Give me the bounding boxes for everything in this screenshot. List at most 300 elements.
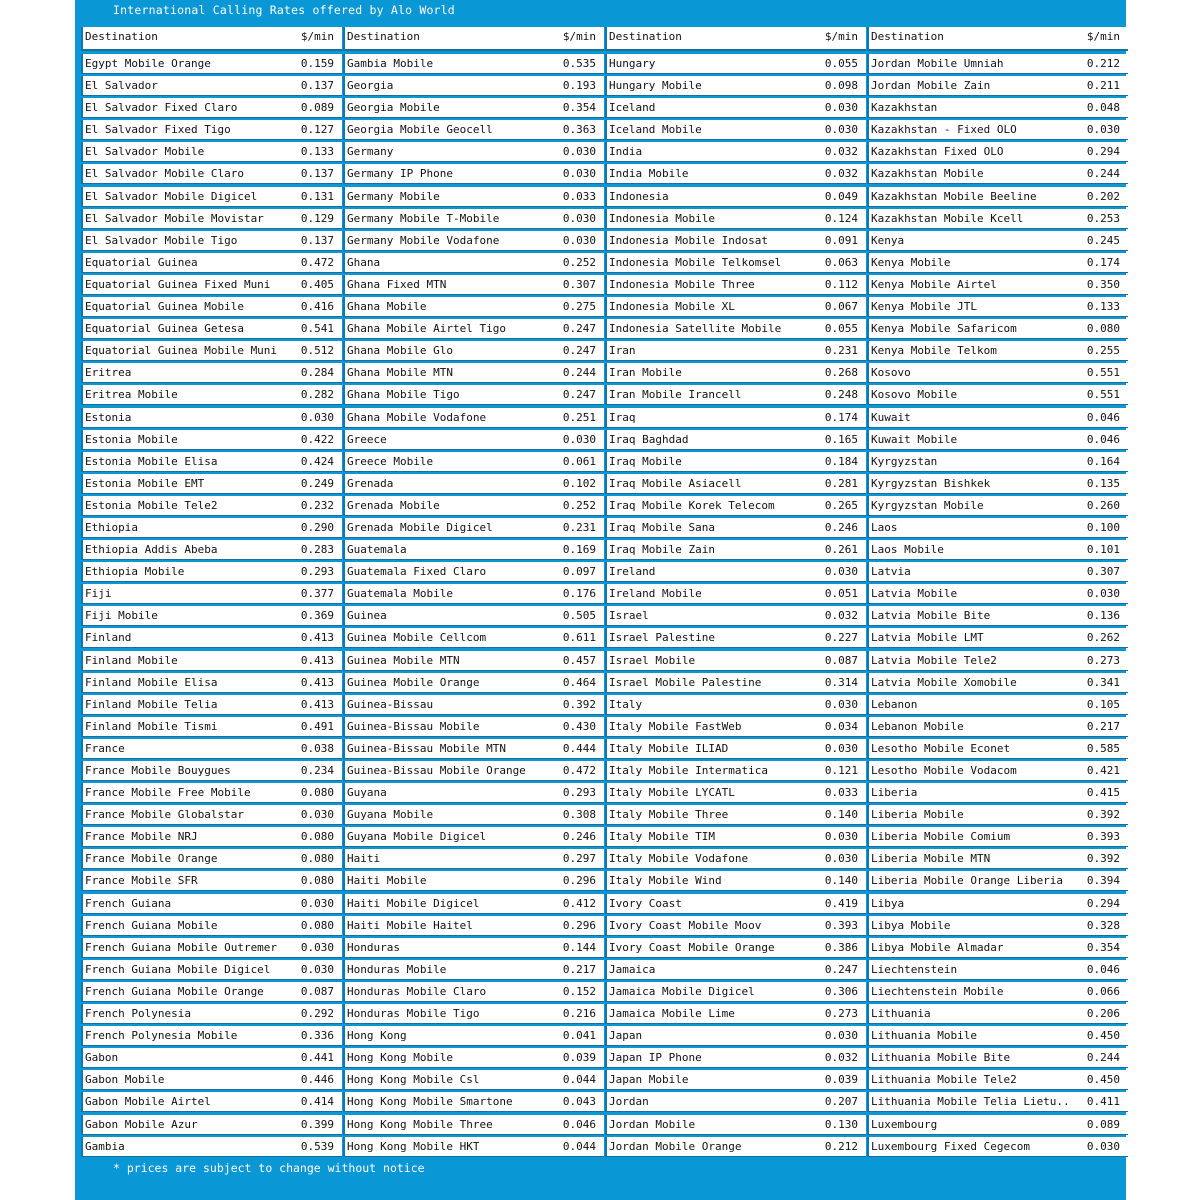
- rate-cell: 0.133: [1086, 300, 1120, 314]
- rate-cell: 0.307: [562, 277, 596, 291]
- rate-cell: 0.293: [300, 565, 334, 579]
- table-row: [81, 164, 342, 184]
- table-row: [81, 209, 342, 229]
- table-row: [343, 385, 604, 405]
- table-row: [867, 916, 1128, 936]
- table-row: [343, 120, 604, 140]
- destination-cell: Japan: [609, 1029, 643, 1043]
- rate-cell: 0.296: [562, 874, 596, 888]
- rate-cell: 0.080: [300, 786, 334, 800]
- destination-cell: Lebanon: [871, 697, 918, 711]
- table-row: [605, 319, 866, 339]
- destination-cell: Ghana Fixed MTN: [347, 277, 447, 291]
- rate-cell: 0.032: [824, 167, 858, 181]
- table-row: [343, 628, 604, 648]
- table-row: [81, 297, 342, 317]
- destination-cell: Italy Mobile TIM: [609, 830, 715, 844]
- rate-cell: 0.159: [300, 57, 334, 70]
- table-row: [343, 496, 604, 516]
- destination-cell: Guatemala Fixed Claro: [347, 565, 487, 579]
- destination-cell: Finland Mobile Elisa: [85, 675, 218, 689]
- rate-cell: 0.282: [300, 388, 334, 402]
- rate-cell: 0.265: [824, 498, 858, 512]
- destination-cell: Germany Mobile Vodafone: [347, 233, 500, 247]
- rate-cell: 0.032: [824, 145, 858, 159]
- destination-cell: Italy Mobile Intermatica: [609, 764, 768, 777]
- rate-cell: 0.412: [562, 896, 596, 910]
- table-row: [343, 960, 604, 980]
- destination-cell: Kazakhstan Fixed OLO: [871, 145, 1004, 159]
- table-row: [343, 209, 604, 229]
- destination-cell: Lithuania Mobile Bite: [871, 1051, 1011, 1065]
- table-row: [343, 142, 604, 162]
- table-row: [81, 452, 342, 472]
- table-row: [343, 408, 604, 428]
- table-row: [605, 695, 866, 715]
- destination-cell: Latvia: [871, 565, 911, 579]
- rate-cell: 0.422: [300, 432, 334, 446]
- rate-cell: 0.249: [300, 476, 334, 490]
- rate-cell: 0.184: [824, 454, 858, 468]
- table-row: [605, 1004, 866, 1024]
- destination-cell: Grenada Mobile: [347, 498, 440, 512]
- rate-cell: 0.341: [1086, 675, 1120, 689]
- destination-cell: French Polynesia: [85, 1007, 191, 1021]
- table-row: [867, 275, 1128, 295]
- rate-cell: 0.421: [1086, 764, 1120, 777]
- table-row: [81, 805, 342, 825]
- destination-cell: Italy Mobile FastWeb: [609, 719, 742, 733]
- table-row: [343, 1004, 604, 1024]
- destination-cell: Estonia: [85, 410, 132, 424]
- destination-cell: Guinea-Bissau Mobile MTN: [347, 741, 506, 755]
- destination-cell: Germany Mobile: [347, 189, 440, 203]
- destination-cell: El Salvador Fixed Claro: [85, 101, 238, 115]
- rate-cell: 0.386: [824, 940, 858, 954]
- table-row: [605, 231, 866, 251]
- destination-cell: French Polynesia Mobile: [85, 1029, 238, 1043]
- rate-cell: 0.030: [824, 741, 858, 755]
- table-row: [867, 761, 1128, 781]
- table-row: [605, 430, 866, 450]
- table-row: [343, 1026, 604, 1046]
- destination-cell: El Salvador Mobile Digicel: [85, 189, 258, 203]
- rate-cell: 0.261: [824, 543, 858, 557]
- rate-cell: 0.124: [824, 211, 858, 225]
- table-row: [867, 1004, 1128, 1024]
- table-row: [81, 827, 342, 847]
- rate-cell: 0.416: [300, 300, 334, 314]
- table-row: [343, 187, 604, 207]
- table-row: [867, 98, 1128, 118]
- destination-cell: Indonesia Mobile Indosat: [609, 233, 768, 247]
- rate-cell: 0.080: [300, 830, 334, 844]
- rate-cell: 0.137: [300, 167, 334, 181]
- table-row: [867, 562, 1128, 582]
- rate-cell: 0.164: [1086, 454, 1120, 468]
- table-row: [343, 871, 604, 891]
- table-row: [81, 430, 342, 450]
- destination-cell: Luxembourg Fixed Cegecom: [871, 1139, 1030, 1153]
- rate-cell: 0.216: [562, 1007, 596, 1021]
- rate-cell: 0.248: [824, 388, 858, 402]
- rates-column: [81, 27, 343, 1159]
- destination-cell: Ghana Mobile: [347, 300, 427, 314]
- destination-cell: Laos: [871, 520, 898, 534]
- destination-cell: Italy Mobile Three: [609, 808, 729, 822]
- destination-cell: Germany IP Phone: [347, 167, 453, 181]
- table-row: [605, 1137, 866, 1157]
- destination-cell: Latvia Mobile LMT: [871, 631, 984, 645]
- destination-cell: Gambia: [85, 1139, 125, 1153]
- destination-cell: El Salvador Mobile: [85, 145, 205, 159]
- destination-cell: El Salvador Mobile Movistar: [85, 211, 264, 225]
- destination-cell: Italy: [609, 697, 643, 711]
- table-row: [81, 739, 342, 759]
- table-row: [81, 673, 342, 693]
- rate-cell: 0.246: [824, 520, 858, 534]
- rate-cell: 0.174: [824, 410, 858, 424]
- table-row: [867, 628, 1128, 648]
- destination-cell: Iran: [609, 344, 636, 358]
- destination-cell: Gabon Mobile Azur: [85, 1117, 198, 1131]
- rate-cell: 0.350: [1086, 277, 1120, 291]
- rate-cell: 0.328: [1086, 918, 1120, 932]
- table-row: [605, 187, 866, 207]
- table-row: [81, 628, 342, 648]
- table-row: [343, 1115, 604, 1135]
- destination-cell: Kuwait Mobile: [871, 432, 958, 446]
- destination-cell: Estonia Mobile Tele2: [85, 498, 218, 512]
- table-row: [605, 142, 866, 162]
- table-row: [81, 1137, 342, 1157]
- destination-cell: Indonesia Mobile Telkomsel: [609, 255, 782, 269]
- rate-cell: 0.046: [562, 1117, 596, 1131]
- destination-cell: Ireland: [609, 565, 656, 579]
- destination-cell: Kenya Mobile: [871, 255, 951, 269]
- table-row: [81, 1115, 342, 1135]
- destination-cell: Honduras: [347, 940, 400, 954]
- destination-cell: Gabon Mobile Airtel: [85, 1095, 211, 1109]
- rate-cell: 0.392: [1086, 852, 1120, 866]
- table-row: [867, 894, 1128, 914]
- table-row: [867, 341, 1128, 361]
- rate-cell: 0.030: [562, 145, 596, 159]
- destination-cell: Lesotho Mobile Econet: [871, 741, 1011, 755]
- rate-cell: 0.193: [562, 79, 596, 93]
- rate-cell: 0.100: [1086, 520, 1120, 534]
- table-row: [81, 1048, 342, 1068]
- rate-cell: 0.032: [824, 609, 858, 623]
- rate-cell: 0.051: [824, 587, 858, 601]
- table-row: [81, 783, 342, 803]
- rate-cell: 0.611: [562, 631, 596, 645]
- rate-cell: 0.030: [1086, 1139, 1120, 1153]
- table-row: [605, 76, 866, 96]
- destination-cell: Kazakhstan Mobile: [871, 167, 984, 181]
- rate-cell: 0.097: [562, 565, 596, 579]
- table-row: [343, 761, 604, 781]
- rate-cell: 0.101: [1086, 543, 1120, 557]
- table-row: [81, 1004, 342, 1024]
- table-row: [867, 1026, 1128, 1046]
- table-row: [867, 805, 1128, 825]
- destination-cell: Lithuania Mobile Telia Lietu..: [871, 1095, 1070, 1109]
- rate-cell: 0.212: [824, 1139, 858, 1153]
- rate-cell: 0.306: [824, 984, 858, 998]
- destination-cell: Greece: [347, 432, 387, 446]
- table-row: [605, 385, 866, 405]
- destination-cell: Germany Mobile T-Mobile: [347, 211, 500, 225]
- table-row: [605, 297, 866, 317]
- destination-cell: Kuwait: [871, 410, 911, 424]
- rate-cell: 0.030: [824, 123, 858, 137]
- table-row: [343, 827, 604, 847]
- destination-cell: Latvia Mobile: [871, 587, 958, 601]
- footnote: * prices are subject to change without notice: [113, 1161, 425, 1175]
- table-row: [867, 849, 1128, 869]
- rate-cell: 0.030: [300, 410, 334, 424]
- rate-cell: 0.541: [300, 322, 334, 336]
- destination-cell: France Mobile SFR: [85, 874, 198, 888]
- rate-cell: 0.290: [300, 520, 334, 534]
- column-header: [81, 27, 342, 51]
- destination-cell: Eritrea Mobile: [85, 388, 178, 402]
- table-row: [343, 739, 604, 759]
- rate-cell: 0.247: [562, 344, 596, 358]
- destination-cell: Kazakhstan Mobile Kcell: [871, 211, 1024, 225]
- table-row: [343, 584, 604, 604]
- table-row: [81, 894, 342, 914]
- destination-cell: Ghana Mobile Vodafone: [347, 410, 487, 424]
- destination-cell: Indonesia Mobile Three: [609, 277, 755, 291]
- table-row: [343, 805, 604, 825]
- rate-cell: 0.293: [562, 786, 596, 800]
- table-row: [81, 982, 342, 1002]
- table-row: [867, 827, 1128, 847]
- destination-cell: Ethiopia Addis Abeba: [85, 543, 218, 557]
- destination-cell: Kyrgyzstan: [871, 454, 938, 468]
- table-row: [343, 164, 604, 184]
- rate-cell: 0.392: [562, 697, 596, 711]
- rate-cell: 0.129: [300, 211, 334, 225]
- rate-cell: 0.296: [562, 918, 596, 932]
- rate-cell: 0.419: [824, 896, 858, 910]
- table-row: [343, 1092, 604, 1112]
- table-row: [867, 717, 1128, 737]
- rate-cell: 0.202: [1086, 189, 1120, 203]
- table-row: [81, 385, 342, 405]
- table-row: [867, 584, 1128, 604]
- rate-cell: 0.030: [1086, 587, 1120, 601]
- destination-cell: Hong Kong Mobile HKT: [347, 1139, 480, 1153]
- table-row: [81, 474, 342, 494]
- destination-cell: Iran Mobile: [609, 366, 682, 380]
- column-header: [343, 27, 604, 51]
- destination-cell: Kazakhstan Mobile Beeline: [871, 189, 1037, 203]
- table-row: [343, 363, 604, 383]
- table-row: [81, 938, 342, 958]
- table-row: [81, 717, 342, 737]
- table-row: [867, 319, 1128, 339]
- destination-cell: Jordan Mobile: [609, 1117, 696, 1131]
- table-row: [343, 606, 604, 626]
- rate-cell: 0.043: [562, 1095, 596, 1109]
- header-destination: Destination: [347, 30, 420, 43]
- table-row: [81, 253, 342, 273]
- table-row: [867, 142, 1128, 162]
- destination-cell: Kenya: [871, 233, 905, 247]
- rate-cell: 0.039: [562, 1051, 596, 1065]
- rate-cell: 0.244: [1086, 167, 1120, 181]
- rate-cell: 0.030: [824, 697, 858, 711]
- rate-cell: 0.169: [562, 543, 596, 557]
- header-rate: $/min: [824, 30, 858, 43]
- rate-cell: 0.297: [562, 852, 596, 866]
- rate-cell: 0.211: [1086, 79, 1120, 93]
- rate-cell: 0.430: [562, 719, 596, 733]
- destination-cell: Libya: [871, 896, 905, 910]
- rate-cell: 0.393: [1086, 830, 1120, 844]
- rate-cell: 0.130: [824, 1117, 858, 1131]
- rate-cell: 0.255: [1086, 344, 1120, 358]
- rate-cell: 0.244: [562, 366, 596, 380]
- rate-cell: 0.394: [1086, 874, 1120, 888]
- destination-cell: Guatemala Mobile: [347, 587, 453, 601]
- rate-cell: 0.232: [300, 498, 334, 512]
- table-row: [605, 209, 866, 229]
- rate-cell: 0.414: [300, 1095, 334, 1109]
- table-row: [605, 98, 866, 118]
- destination-cell: Laos Mobile: [871, 543, 944, 557]
- rate-cell: 0.231: [562, 520, 596, 534]
- rate-cell: 0.034: [824, 719, 858, 733]
- table-row: [81, 606, 342, 626]
- table-row: [343, 562, 604, 582]
- rate-cell: 0.135: [1086, 476, 1120, 490]
- rate-cell: 0.247: [562, 322, 596, 336]
- rate-cell: 0.275: [562, 300, 596, 314]
- table-row: [605, 253, 866, 273]
- rate-cell: 0.131: [300, 189, 334, 203]
- destination-cell: Ghana: [347, 255, 381, 269]
- destination-cell: Kosovo Mobile: [871, 388, 958, 402]
- table-row: [867, 739, 1128, 759]
- table-row: [343, 1048, 604, 1068]
- rate-cell: 0.206: [1086, 1007, 1120, 1021]
- rate-cell: 0.450: [1086, 1029, 1120, 1043]
- destination-cell: Equatorial Guinea Fixed Muni: [85, 277, 271, 291]
- table-row: [81, 363, 342, 383]
- destination-cell: France: [85, 741, 125, 755]
- table-row: [867, 209, 1128, 229]
- table-row: [343, 297, 604, 317]
- table-row: [867, 76, 1128, 96]
- table-row: [867, 496, 1128, 516]
- page-title: International Calling Rates offered by Alo World: [113, 3, 455, 17]
- rate-cell: 0.450: [1086, 1073, 1120, 1087]
- table-row: [605, 408, 866, 428]
- destination-cell: Latvia Mobile Xomobile: [871, 675, 1017, 689]
- rate-cell: 0.535: [562, 57, 596, 70]
- destination-cell: Liberia: [871, 786, 918, 800]
- destination-cell: Libya Mobile: [871, 918, 951, 932]
- rate-cell: 0.252: [562, 498, 596, 512]
- rate-cell: 0.413: [300, 653, 334, 667]
- rate-cell: 0.137: [300, 79, 334, 93]
- destination-cell: Hungary Mobile: [609, 79, 702, 93]
- rate-cell: 0.080: [300, 918, 334, 932]
- rate-cell: 0.030: [300, 808, 334, 822]
- destination-cell: Hong Kong Mobile Three: [347, 1117, 493, 1131]
- destination-cell: Hungary: [609, 57, 656, 70]
- rate-cell: 0.336: [300, 1029, 334, 1043]
- rate-cell: 0.585: [1086, 741, 1120, 755]
- destination-cell: Iraq: [609, 410, 636, 424]
- rate-cell: 0.472: [300, 255, 334, 269]
- table-row: [605, 363, 866, 383]
- rate-cell: 0.464: [562, 675, 596, 689]
- table-row: [605, 1026, 866, 1046]
- rate-cell: 0.491: [300, 719, 334, 733]
- destination-cell: Lithuania Mobile Tele2: [871, 1073, 1017, 1087]
- table-row: [81, 562, 342, 582]
- rate-cell: 0.363: [562, 123, 596, 137]
- table-row: [867, 385, 1128, 405]
- rate-cell: 0.165: [824, 432, 858, 446]
- rate-cell: 0.039: [824, 1073, 858, 1087]
- table-row: [343, 54, 604, 74]
- table-row: [605, 783, 866, 803]
- table-row: [605, 673, 866, 693]
- destination-cell: Jordan: [609, 1095, 649, 1109]
- destination-cell: France Mobile Globalstar: [85, 808, 244, 822]
- rate-cell: 0.033: [824, 786, 858, 800]
- destination-cell: Liberia Mobile: [871, 808, 964, 822]
- table-row: [343, 253, 604, 273]
- destination-cell: Liechtenstein Mobile: [871, 984, 1004, 998]
- table-row: [605, 761, 866, 781]
- rate-cell: 0.030: [824, 852, 858, 866]
- destination-cell: Iceland Mobile: [609, 123, 702, 137]
- rate-cell: 0.087: [824, 653, 858, 667]
- destination-cell: Estonia Mobile: [85, 432, 178, 446]
- rate-cell: 0.217: [1086, 719, 1120, 733]
- rate-cell: 0.055: [824, 322, 858, 336]
- rate-cell: 0.102: [562, 476, 596, 490]
- rate-cell: 0.067: [824, 300, 858, 314]
- table-row: [867, 231, 1128, 251]
- table-row: [605, 1048, 866, 1068]
- rate-cell: 0.392: [1086, 808, 1120, 822]
- rate-cell: 0.176: [562, 587, 596, 601]
- table-row: [343, 518, 604, 538]
- destination-cell: Hong Kong Mobile: [347, 1051, 453, 1065]
- rate-cell: 0.030: [1086, 123, 1120, 137]
- rate-cell: 0.472: [562, 764, 596, 777]
- rate-cell: 0.030: [562, 233, 596, 247]
- rate-cell: 0.127: [300, 123, 334, 137]
- table-row: [867, 253, 1128, 273]
- rate-cell: 0.354: [1086, 940, 1120, 954]
- destination-cell: Kosovo: [871, 366, 911, 380]
- destination-cell: Jamaica Mobile Digicel: [609, 984, 755, 998]
- rate-cell: 0.046: [1086, 962, 1120, 976]
- rate-cell: 0.080: [300, 852, 334, 866]
- destination-cell: Equatorial Guinea: [85, 255, 198, 269]
- destination-cell: French Guiana: [85, 896, 172, 910]
- rate-cell: 0.212: [1086, 57, 1120, 70]
